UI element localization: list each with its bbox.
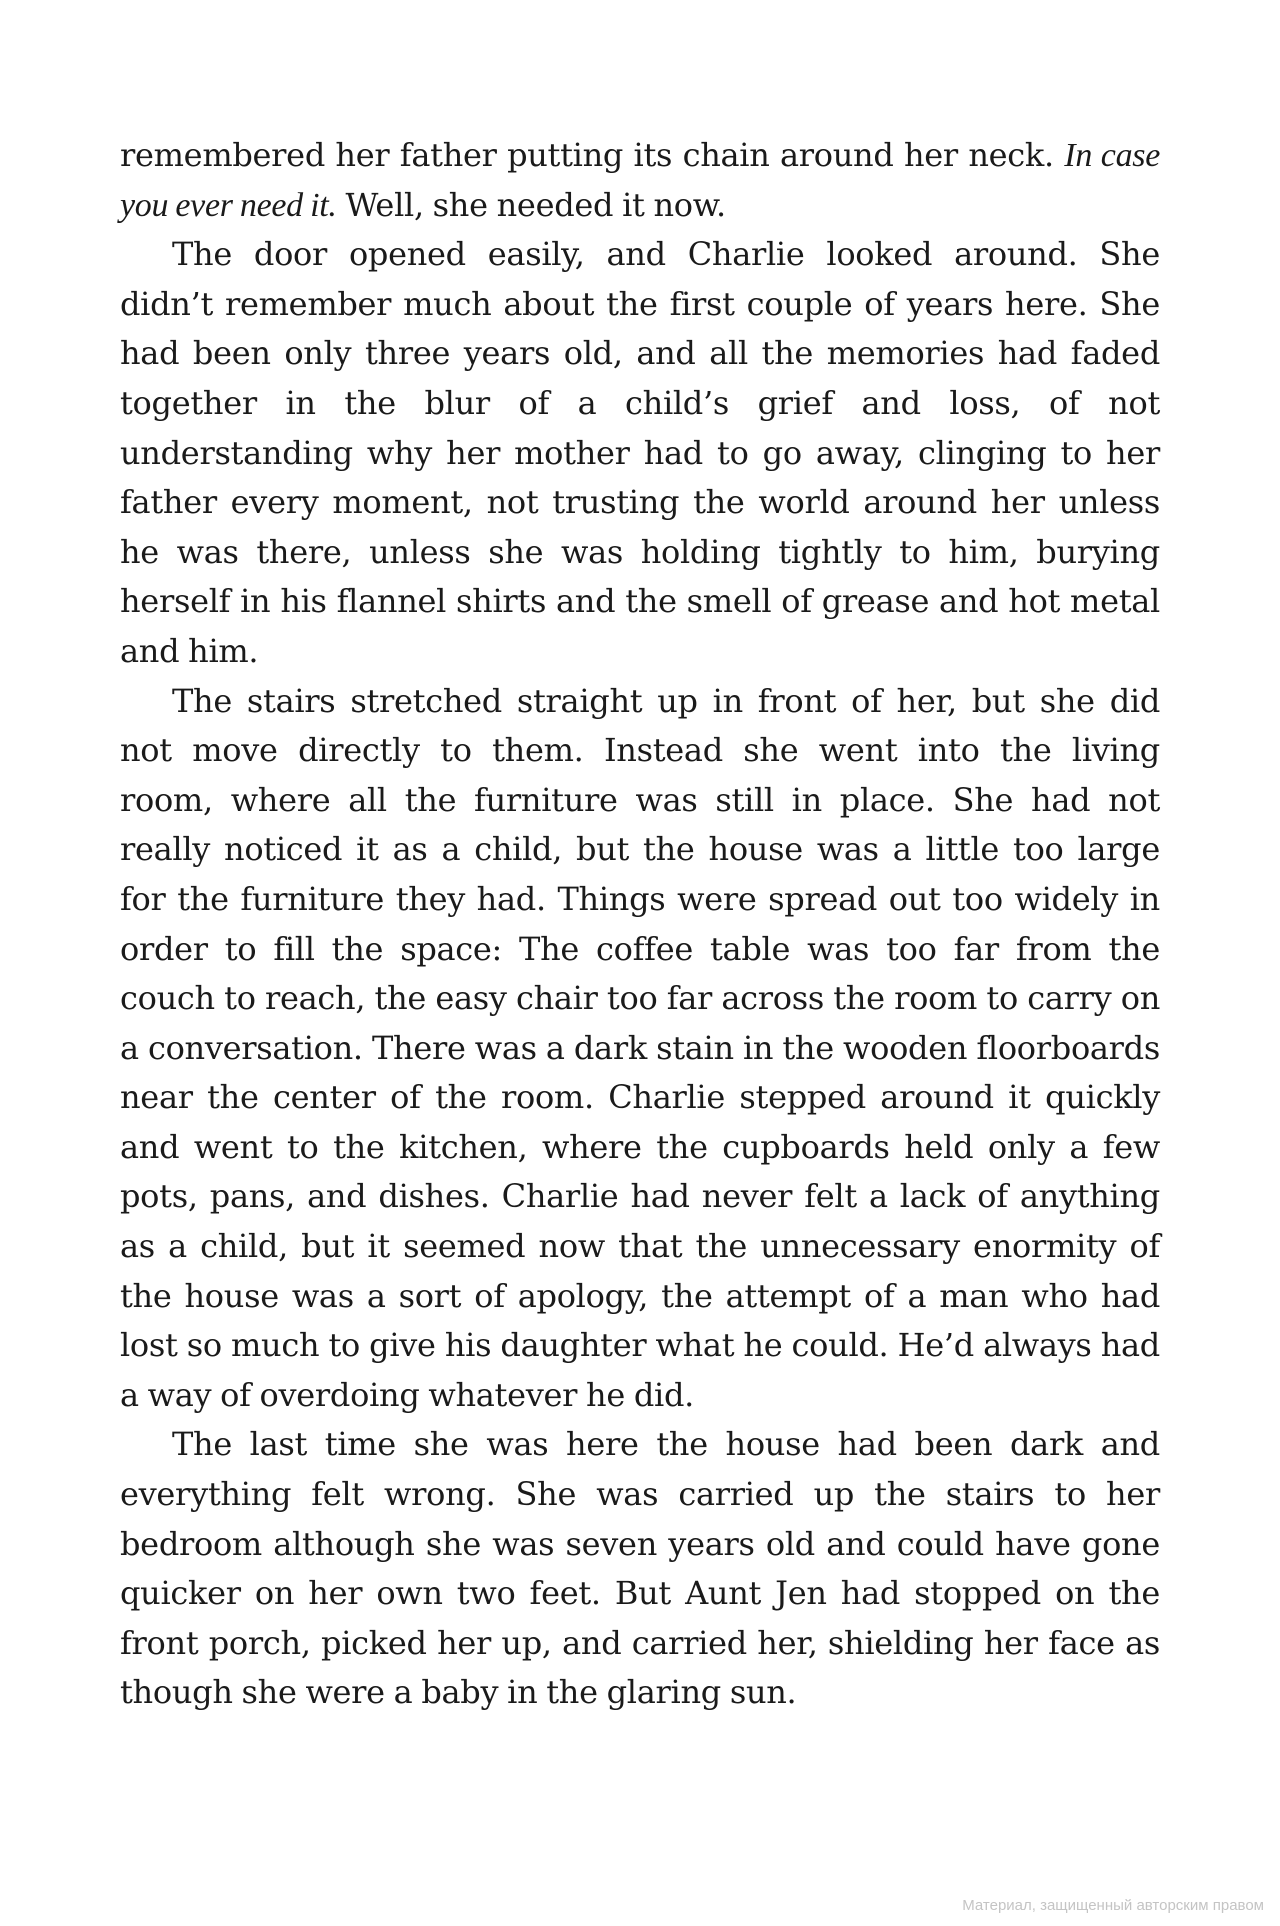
text-line — [120, 230, 1160, 280]
text-span: room, where all the furniture was still in place. She had not — [120, 780, 1160, 819]
text-line — [120, 1222, 1160, 1272]
text-line — [120, 1024, 1160, 1074]
text-line — [120, 925, 1160, 975]
text-span: bedroom although she was seven years old and could have gone — [120, 1524, 1160, 1563]
italic-span: you ever need it. — [120, 186, 337, 224]
text-line — [120, 627, 1160, 677]
text-line — [120, 875, 1160, 925]
text-span: quicker on her own two feet. But Aunt Jen had stopped on the — [120, 1574, 1160, 1613]
text-span: understanding why her mother had to go away, clinging to her — [120, 433, 1160, 472]
text-line — [120, 429, 1160, 479]
text-line — [120, 280, 1160, 330]
text-span: lost so much to give his daughter what he could. He’d always had — [120, 1326, 1160, 1365]
text-line — [120, 1619, 1160, 1669]
text-line — [120, 1172, 1160, 1222]
text-line — [120, 776, 1160, 826]
text-line — [120, 1520, 1160, 1570]
text-line — [120, 1321, 1160, 1371]
text-span: order to fill the space: The coffee table was too far from the — [120, 929, 1160, 968]
body-text — [120, 131, 1160, 1718]
text-line — [120, 329, 1160, 379]
text-line — [120, 1371, 1160, 1421]
text-span: remembered her father putting its chain around her neck. — [120, 136, 1065, 174]
text-line — [120, 677, 1160, 727]
text-line — [120, 181, 1160, 231]
italic-span: In case — [1064, 137, 1160, 174]
text-line — [120, 131, 1160, 181]
text-span: really noticed it as a child, but the house was a little too large — [120, 830, 1160, 869]
text-span: the house was a sort of apology, the attempt of a man who had — [120, 1276, 1160, 1315]
text-line — [120, 528, 1160, 578]
text-line — [120, 379, 1160, 429]
text-span: a conversation. There was a dark stain in the wooden floorboards — [120, 1028, 1160, 1067]
text-span: Well, she needed it now. — [336, 185, 726, 224]
text-span: everything felt wrong. She was carried up the stairs to her — [120, 1475, 1160, 1514]
text-span: as a child, but it seemed now that the unnecessary enormity of — [120, 1227, 1160, 1266]
text-line — [120, 1668, 1160, 1718]
text-span: for the furniture they had. Things were spread out too widely in — [120, 879, 1160, 918]
text-span: and him. — [120, 631, 259, 670]
text-line — [120, 1420, 1160, 1470]
text-line — [120, 478, 1160, 528]
text-span: The stairs stretched straight up in front of her, but she did — [172, 681, 1160, 720]
text-line — [120, 1073, 1160, 1123]
text-line — [120, 1123, 1160, 1173]
text-line — [120, 974, 1160, 1024]
text-span: though she were a baby in the glaring sun. — [120, 1673, 797, 1712]
text-span: not move directly to them. Instead she went into the living — [120, 731, 1160, 770]
text-span: The door opened easily, and Charlie looked around. She — [172, 235, 1160, 274]
text-span: had been only three years old, and all the memories had faded — [120, 334, 1160, 373]
text-span: together in the blur of a child’s grief and loss, of not — [120, 383, 1160, 422]
text-line — [120, 1272, 1160, 1322]
text-line — [120, 1569, 1160, 1619]
text-span: front porch, picked her up, and carried her, shielding her face as — [120, 1623, 1160, 1662]
text-span: herself in his flannel shirts and the smell of grease and hot metal — [120, 582, 1160, 621]
text-line — [120, 726, 1160, 776]
text-span: The last time she was here the house had been dark and — [172, 1425, 1160, 1464]
text-line — [120, 577, 1160, 627]
text-span: didn’t remember much about the first couple of years here. She — [120, 284, 1160, 323]
text-span: couch to reach, the easy chair too far across the room to carry on — [120, 979, 1160, 1018]
text-span: a way of overdoing whatever he did. — [120, 1375, 695, 1414]
text-span: pots, pans, and dishes. Charlie had never felt a lack of anything — [120, 1177, 1160, 1216]
text-span: near the center of the room. Charlie stepped around it quickly — [120, 1078, 1160, 1117]
text-span: father every moment, not trusting the world around her unless — [120, 483, 1160, 522]
copyright-watermark: Материал, защищенный авторским правом — [962, 1897, 1264, 1914]
text-line — [120, 1470, 1160, 1520]
text-span: and went to the kitchen, where the cupboards held only a few — [120, 1127, 1160, 1166]
text-line — [120, 825, 1160, 875]
text-span: he was there, unless she was holding tightly to him, burying — [120, 532, 1160, 571]
